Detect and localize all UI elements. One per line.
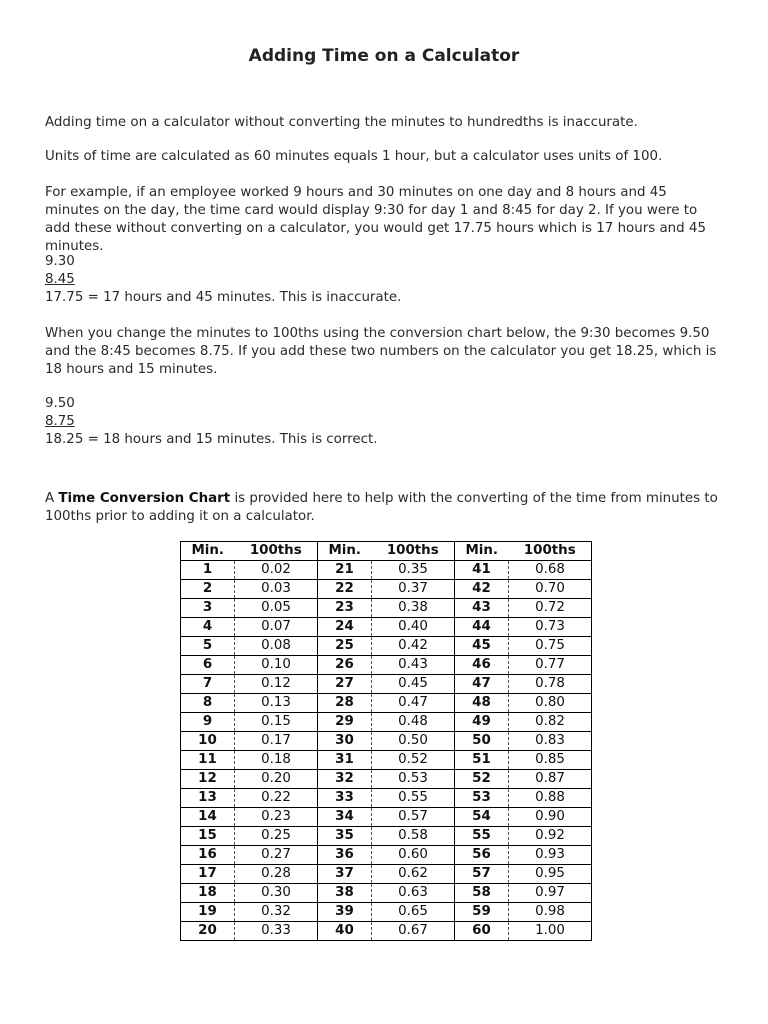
- hundredths-cell: 0.42: [372, 637, 455, 656]
- hundredths-cell: 0.73: [509, 618, 592, 637]
- minute-cell: 11: [181, 751, 235, 770]
- table-row: [181, 675, 592, 694]
- minute-cell: 29: [318, 713, 372, 732]
- hundredths-cell: 0.38: [372, 599, 455, 618]
- table-body: [181, 561, 592, 941]
- hundredths-cell: 0.12: [235, 675, 318, 694]
- minute-cell: 52: [455, 770, 509, 789]
- minute-cell: 55: [455, 827, 509, 846]
- minute-cell: 40: [318, 922, 372, 941]
- hundredths-cell: 0.93: [509, 846, 592, 865]
- minute-cell: 16: [181, 846, 235, 865]
- hundredths-cell: 0.18: [235, 751, 318, 770]
- minute-cell: 7: [181, 675, 235, 694]
- chart-name: Time Conversion Chart: [58, 491, 231, 506]
- minute-cell: 24: [318, 618, 372, 637]
- minute-cell: 25: [318, 637, 372, 656]
- table-row: [181, 732, 592, 751]
- minute-cell: 32: [318, 770, 372, 789]
- hundredths-cell: 0.83: [509, 732, 592, 751]
- hundredths-cell: 0.48: [372, 713, 455, 732]
- hundredths-cell: 0.63: [372, 884, 455, 903]
- minute-cell: 37: [318, 865, 372, 884]
- minute-cell: 31: [318, 751, 372, 770]
- hundredths-cell: 0.53: [372, 770, 455, 789]
- minute-cell: 35: [318, 827, 372, 846]
- minute-cell: 43: [455, 599, 509, 618]
- time-conversion-table: [180, 541, 592, 941]
- change-paragraph: When you change the minutes to 100ths using the conversion chart below, the 9:30 becomes 9.50 and the 8:45 becomes 8.75. If you add these two numbers on the calculator you get 18.25, which is 18 hours and 15 minutes.: [45, 326, 717, 377]
- right-calc-line-1: 9.50: [45, 396, 75, 411]
- table-row: [181, 827, 592, 846]
- table-row: [181, 599, 592, 618]
- hundredths-cell: 0.08: [235, 637, 318, 656]
- hundredths-cell: 0.23: [235, 808, 318, 827]
- minute-cell: 6: [181, 656, 235, 675]
- hundredths-cell: 0.65: [372, 903, 455, 922]
- hundredths-cell: 0.32: [235, 903, 318, 922]
- hundredths-cell: 0.30: [235, 884, 318, 903]
- minute-cell: 18: [181, 884, 235, 903]
- minute-cell: 38: [318, 884, 372, 903]
- hundredths-cell: 0.52: [372, 751, 455, 770]
- hundredths-cell: 0.58: [372, 827, 455, 846]
- hundredths-cell: 0.98: [509, 903, 592, 922]
- minute-cell: 59: [455, 903, 509, 922]
- table-row: [181, 789, 592, 808]
- hundredths-cell: 0.35: [372, 561, 455, 580]
- table-row: [181, 694, 592, 713]
- hundredths-cell: 0.60: [372, 846, 455, 865]
- minute-cell: 28: [318, 694, 372, 713]
- minute-cell: 21: [318, 561, 372, 580]
- minute-cell: 36: [318, 846, 372, 865]
- hundredths-cell: 0.67: [372, 922, 455, 941]
- example-paragraph: For example, if an employee worked 9 hours and 30 minutes on one day and 8 hours and 45 minutes on the day, the time card would display 9:30 for day 1 and 8:45 for day 2. If you were to add these without converting on a calculator, you would get 17.75 hours which is 17 hours and 45 minutes.: [45, 185, 706, 254]
- hundredths-cell: 0.80: [509, 694, 592, 713]
- minute-cell: 8: [181, 694, 235, 713]
- hundredths-cell: 0.10: [235, 656, 318, 675]
- hundredths-cell: 0.85: [509, 751, 592, 770]
- table-row: [181, 922, 592, 941]
- table-row: [181, 808, 592, 827]
- table-row: [181, 846, 592, 865]
- minute-cell: 3: [181, 599, 235, 618]
- header-hundredths: 100ths: [235, 542, 318, 561]
- table-row: [181, 580, 592, 599]
- minute-cell: 42: [455, 580, 509, 599]
- hundredths-cell: 0.55: [372, 789, 455, 808]
- minute-cell: 15: [181, 827, 235, 846]
- hundredths-cell: 0.62: [372, 865, 455, 884]
- hundredths-cell: 0.22: [235, 789, 318, 808]
- minute-cell: 19: [181, 903, 235, 922]
- header-min: Min.: [181, 542, 235, 561]
- minute-cell: 51: [455, 751, 509, 770]
- header-min: Min.: [318, 542, 372, 561]
- hundredths-cell: 0.05: [235, 599, 318, 618]
- minute-cell: 48: [455, 694, 509, 713]
- minute-cell: 50: [455, 732, 509, 751]
- chart-intro-paragraph: A Time Conversion Chart is provided here to help with the converting of the time from minutes to 100ths prior to adding it on a calculator.: [45, 491, 718, 524]
- wrong-calculation: [45, 253, 725, 307]
- hundredths-cell: 0.87: [509, 770, 592, 789]
- minute-cell: 46: [455, 656, 509, 675]
- hundredths-cell: 0.02: [235, 561, 318, 580]
- hundredths-cell: 0.70: [509, 580, 592, 599]
- hundredths-cell: 0.27: [235, 846, 318, 865]
- units-paragraph: Units of time are calculated as 60 minutes equals 1 hour, but a calculator uses units of 100.: [45, 149, 663, 164]
- hundredths-cell: 0.25: [235, 827, 318, 846]
- header-min: Min.: [455, 542, 509, 561]
- minute-cell: 22: [318, 580, 372, 599]
- table-row: [181, 561, 592, 580]
- minute-cell: 9: [181, 713, 235, 732]
- hundredths-cell: 0.57: [372, 808, 455, 827]
- hundredths-cell: 0.37: [372, 580, 455, 599]
- minute-cell: 30: [318, 732, 372, 751]
- minute-cell: 47: [455, 675, 509, 694]
- hundredths-cell: 1.00: [509, 922, 592, 941]
- hundredths-cell: 0.78: [509, 675, 592, 694]
- right-calc-result: 18.25 = 18 hours and 15 minutes. This is correct.: [45, 432, 378, 447]
- hundredths-cell: 0.50: [372, 732, 455, 751]
- table-row: [181, 618, 592, 637]
- hundredths-cell: 0.68: [509, 561, 592, 580]
- hundredths-cell: 0.92: [509, 827, 592, 846]
- minute-cell: 5: [181, 637, 235, 656]
- hundredths-cell: 0.45: [372, 675, 455, 694]
- minute-cell: 14: [181, 808, 235, 827]
- page-title: Adding Time on a Calculator: [248, 46, 520, 66]
- wrong-calc-line-2: 8.45: [45, 272, 75, 287]
- hundredths-cell: 0.13: [235, 694, 318, 713]
- minute-cell: 58: [455, 884, 509, 903]
- wrong-calc-line-1: 9.30: [45, 254, 75, 269]
- minute-cell: 57: [455, 865, 509, 884]
- hundredths-cell: 0.28: [235, 865, 318, 884]
- table-row: [181, 884, 592, 903]
- minute-cell: 33: [318, 789, 372, 808]
- hundredths-cell: 0.17: [235, 732, 318, 751]
- minute-cell: 54: [455, 808, 509, 827]
- minute-cell: 56: [455, 846, 509, 865]
- hundredths-cell: 0.75: [509, 637, 592, 656]
- right-calc-line-2: 8.75: [45, 414, 75, 429]
- hundredths-cell: 0.72: [509, 599, 592, 618]
- minute-cell: 49: [455, 713, 509, 732]
- hundredths-cell: 0.47: [372, 694, 455, 713]
- hundredths-cell: 0.15: [235, 713, 318, 732]
- minute-cell: 53: [455, 789, 509, 808]
- minute-cell: 2: [181, 580, 235, 599]
- hundredths-cell: 0.88: [509, 789, 592, 808]
- wrong-calc-result: 17.75 = 17 hours and 45 minutes. This is inaccurate.: [45, 290, 402, 305]
- table-row: [181, 770, 592, 789]
- hundredths-cell: 0.43: [372, 656, 455, 675]
- hundredths-cell: 0.33: [235, 922, 318, 941]
- table-row: [181, 713, 592, 732]
- minute-cell: 26: [318, 656, 372, 675]
- intro-paragraph: Adding time on a calculator without converting the minutes to hundredths is inaccurate.: [45, 115, 638, 130]
- minute-cell: 45: [455, 637, 509, 656]
- table-row: [181, 865, 592, 884]
- header-hundredths: 100ths: [372, 542, 455, 561]
- minute-cell: 17: [181, 865, 235, 884]
- hundredths-cell: 0.82: [509, 713, 592, 732]
- minute-cell: 10: [181, 732, 235, 751]
- minute-cell: 41: [455, 561, 509, 580]
- minute-cell: 60: [455, 922, 509, 941]
- hundredths-cell: 0.03: [235, 580, 318, 599]
- minute-cell: 34: [318, 808, 372, 827]
- table-row: [181, 751, 592, 770]
- header-hundredths: 100ths: [509, 542, 592, 561]
- minute-cell: 23: [318, 599, 372, 618]
- table-row: [181, 656, 592, 675]
- minute-cell: 20: [181, 922, 235, 941]
- table-row: [181, 637, 592, 656]
- hundredths-cell: 0.90: [509, 808, 592, 827]
- correct-calculation: [45, 395, 725, 449]
- hundredths-cell: 0.07: [235, 618, 318, 637]
- minute-cell: 27: [318, 675, 372, 694]
- hundredths-cell: 0.95: [509, 865, 592, 884]
- minute-cell: 44: [455, 618, 509, 637]
- hundredths-cell: 0.20: [235, 770, 318, 789]
- hundredths-cell: 0.40: [372, 618, 455, 637]
- minute-cell: 39: [318, 903, 372, 922]
- table-header-row: [181, 542, 592, 561]
- table-row: [181, 903, 592, 922]
- minute-cell: 13: [181, 789, 235, 808]
- minute-cell: 1: [181, 561, 235, 580]
- minute-cell: 4: [181, 618, 235, 637]
- hundredths-cell: 0.77: [509, 656, 592, 675]
- minute-cell: 12: [181, 770, 235, 789]
- hundredths-cell: 0.97: [509, 884, 592, 903]
